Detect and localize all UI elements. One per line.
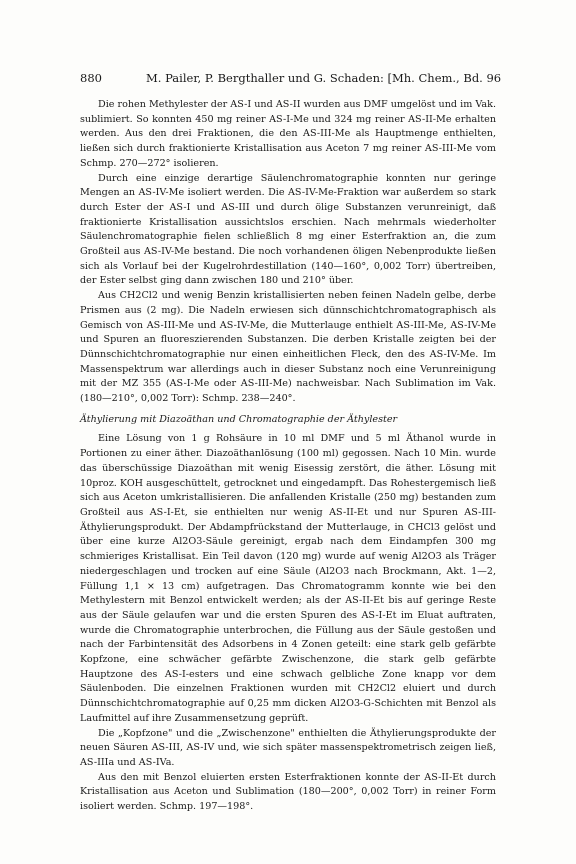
paragraph: Die „Kopfzone" und die „Zwischenzone" enthielten die Äthylierungsprodukte der neuen Säuren AS-III, AS-IV und, wie sich später massenspektrometrisch zeigen ließ, AS-IIIa und AS-IVa. [80,727,496,768]
paragraph: Aus CH2Cl2 und wenig Benzin kristallisierten neben feinen Nadeln gelbe, derbe Prismen aus (2 mg). Die Nadeln erwiesen sich dünnschichtchromatographisch als Gemisch von AS-III-Me und AS-IV-Me, die Mutterlauge enthielt AS-III-Me, AS-IV-Me und Spuren an fluoreszierenden Substanzen. Die derben Kristalle zeigten bei der Dünnschichtchromatographie nur einen einheitlichen Fleck, den des AS-IV-Me. Im Massenspektrum war allerdings auch in dieser Substanz noch eine Verunreinigung mit der MZ 355 (AS-I-Me oder AS-III-Me) nachweisbar. Nach Sublimation im Vak. (180—210°, 0,002 Torr): Schmp. 238—240°. [80,290,496,405]
paragraph: Die rohen Methylester der AS-I und AS-II wurden aus DMF umgelöst und im Vak. sublimiert. So konnten 450 mg reiner AS-I-Me und 324 mg reiner AS-II-Me erhalten werden. Aus den drei Fraktionen, die den AS-III-Me als Hauptmenge enthielten, ließen sich durch fraktionierte Kristallisation aus Aceton 7 mg reiner AS-III-Me vom Schmp. 270—272° isolieren. [80,99,496,169]
page-number: 880 [80,71,102,85]
paragraph: Aus den mit Benzol eluierten ersten Esterfraktionen konnte der AS-II-Et durch Kristallisation aus Aceton und Sublimation (180—200°, 0,002 Torr) in reiner Form isoliert werden. Schmp. 197—198°. [80,771,496,813]
section-title: Äthylierung mit Diazoäthan und Chromatographie der Äthylester [80,413,398,425]
main-text [80,98,496,815]
paragraph: Eine Lösung von 1 g Rohsäure in 10 ml DMF und 5 ml Äthanol wurde in Portionen zu einer äther. Diazoäthanlösung (100 ml) gegossen. Nach 10 Min. wurde das überschüssige Diazoäthan mit wenig Eisessig zerstört, die äther. Lösung mit 10proz. KOH ausgeschüttelt, getrocknet und eingedampft. Das Rohestergemisch ließ sich aus Aceton umkristallisieren. Die anfallenden Kristalle (250 mg) bestanden zum Großteil aus AS-I-Et, sie enthielten nur wenig AS-II-Et und nur Spuren AS-III-Äthylierungsprodukt. Der Abdampfrückstand der Mutterlauge, in CHCl3 gelöst und über eine kurze Al2O3-Säule gereinigt, ergab nach dem Eindampfen 300 mg schmieriges Kristallisat. Ein Teil davon (120 mg) wurde auf wenig Al2O3 als Träger niedergeschlagen und trocken auf eine Säule (Al2O3 nach Brockmann, Akt. 1—2, Füllung 1,1 × 13 cm) aufgetragen. Das Chromatogramm konnte wie bei den Methylestern mit Benzol entwickelt werden; als der AS-II-Et bis auf geringe Reste aus der Säule gelaufen war und die ersten Spuren des AS-I-Et im Eluat auftraten, wurde die Chromatographie unterbrochen, die Füllung aus der Säule gestoßen und nach der Farbintensität des Adsorbens in 4 Zonen geteilt: eine stark gelb gefärbte Kopfzone, eine schwächer gefärbte Zwischenzone, die stark gelb gefärbte Hauptzone des AS-I-esters und eine schwach gelbliche Zone knapp vor dem Säulenboden. Die einzelnen Fraktionen wurden mit CH2Cl2 eluiert und durch Dünnschichtchromatographie auf 0,25 mm dicken Al2O3-G-Schichten mit Benzol als Laufmittel auf ihre Zusammensetzung geprüft. [80,433,496,724]
running-title: M. Pailer, P. Bergthaller und G. Schaden: [Mh. Chem., Bd. 96 [146,71,502,85]
paragraph: Durch eine einzige derartige Säulenchromatographie konnten nur geringe Mengen an AS-IV-Me isoliert werden. Die AS-IV-Me-Fraktion war außerdem so stark durch Ester der AS-I und AS-III und durch ölige Substanzen verunreinigt, daß fraktionierte Kristallisation aussichtslos erschien. Nach mehrmals wiederholter Säulenchromatographie fielen schließlich 8 mg einer Esterfraktion an, die zum Großteil aus AS-IV-Me bestand. Die noch vorhandenen öligen Nebenprodukte ließen sich als Vorlauf bei der Kugelrohrdestillation (140—160°, 0,002 Torr) übertreiben, der Ester selbst ging dann zwischen 180 und 210° über. [80,172,496,287]
page-header [80,70,502,86]
